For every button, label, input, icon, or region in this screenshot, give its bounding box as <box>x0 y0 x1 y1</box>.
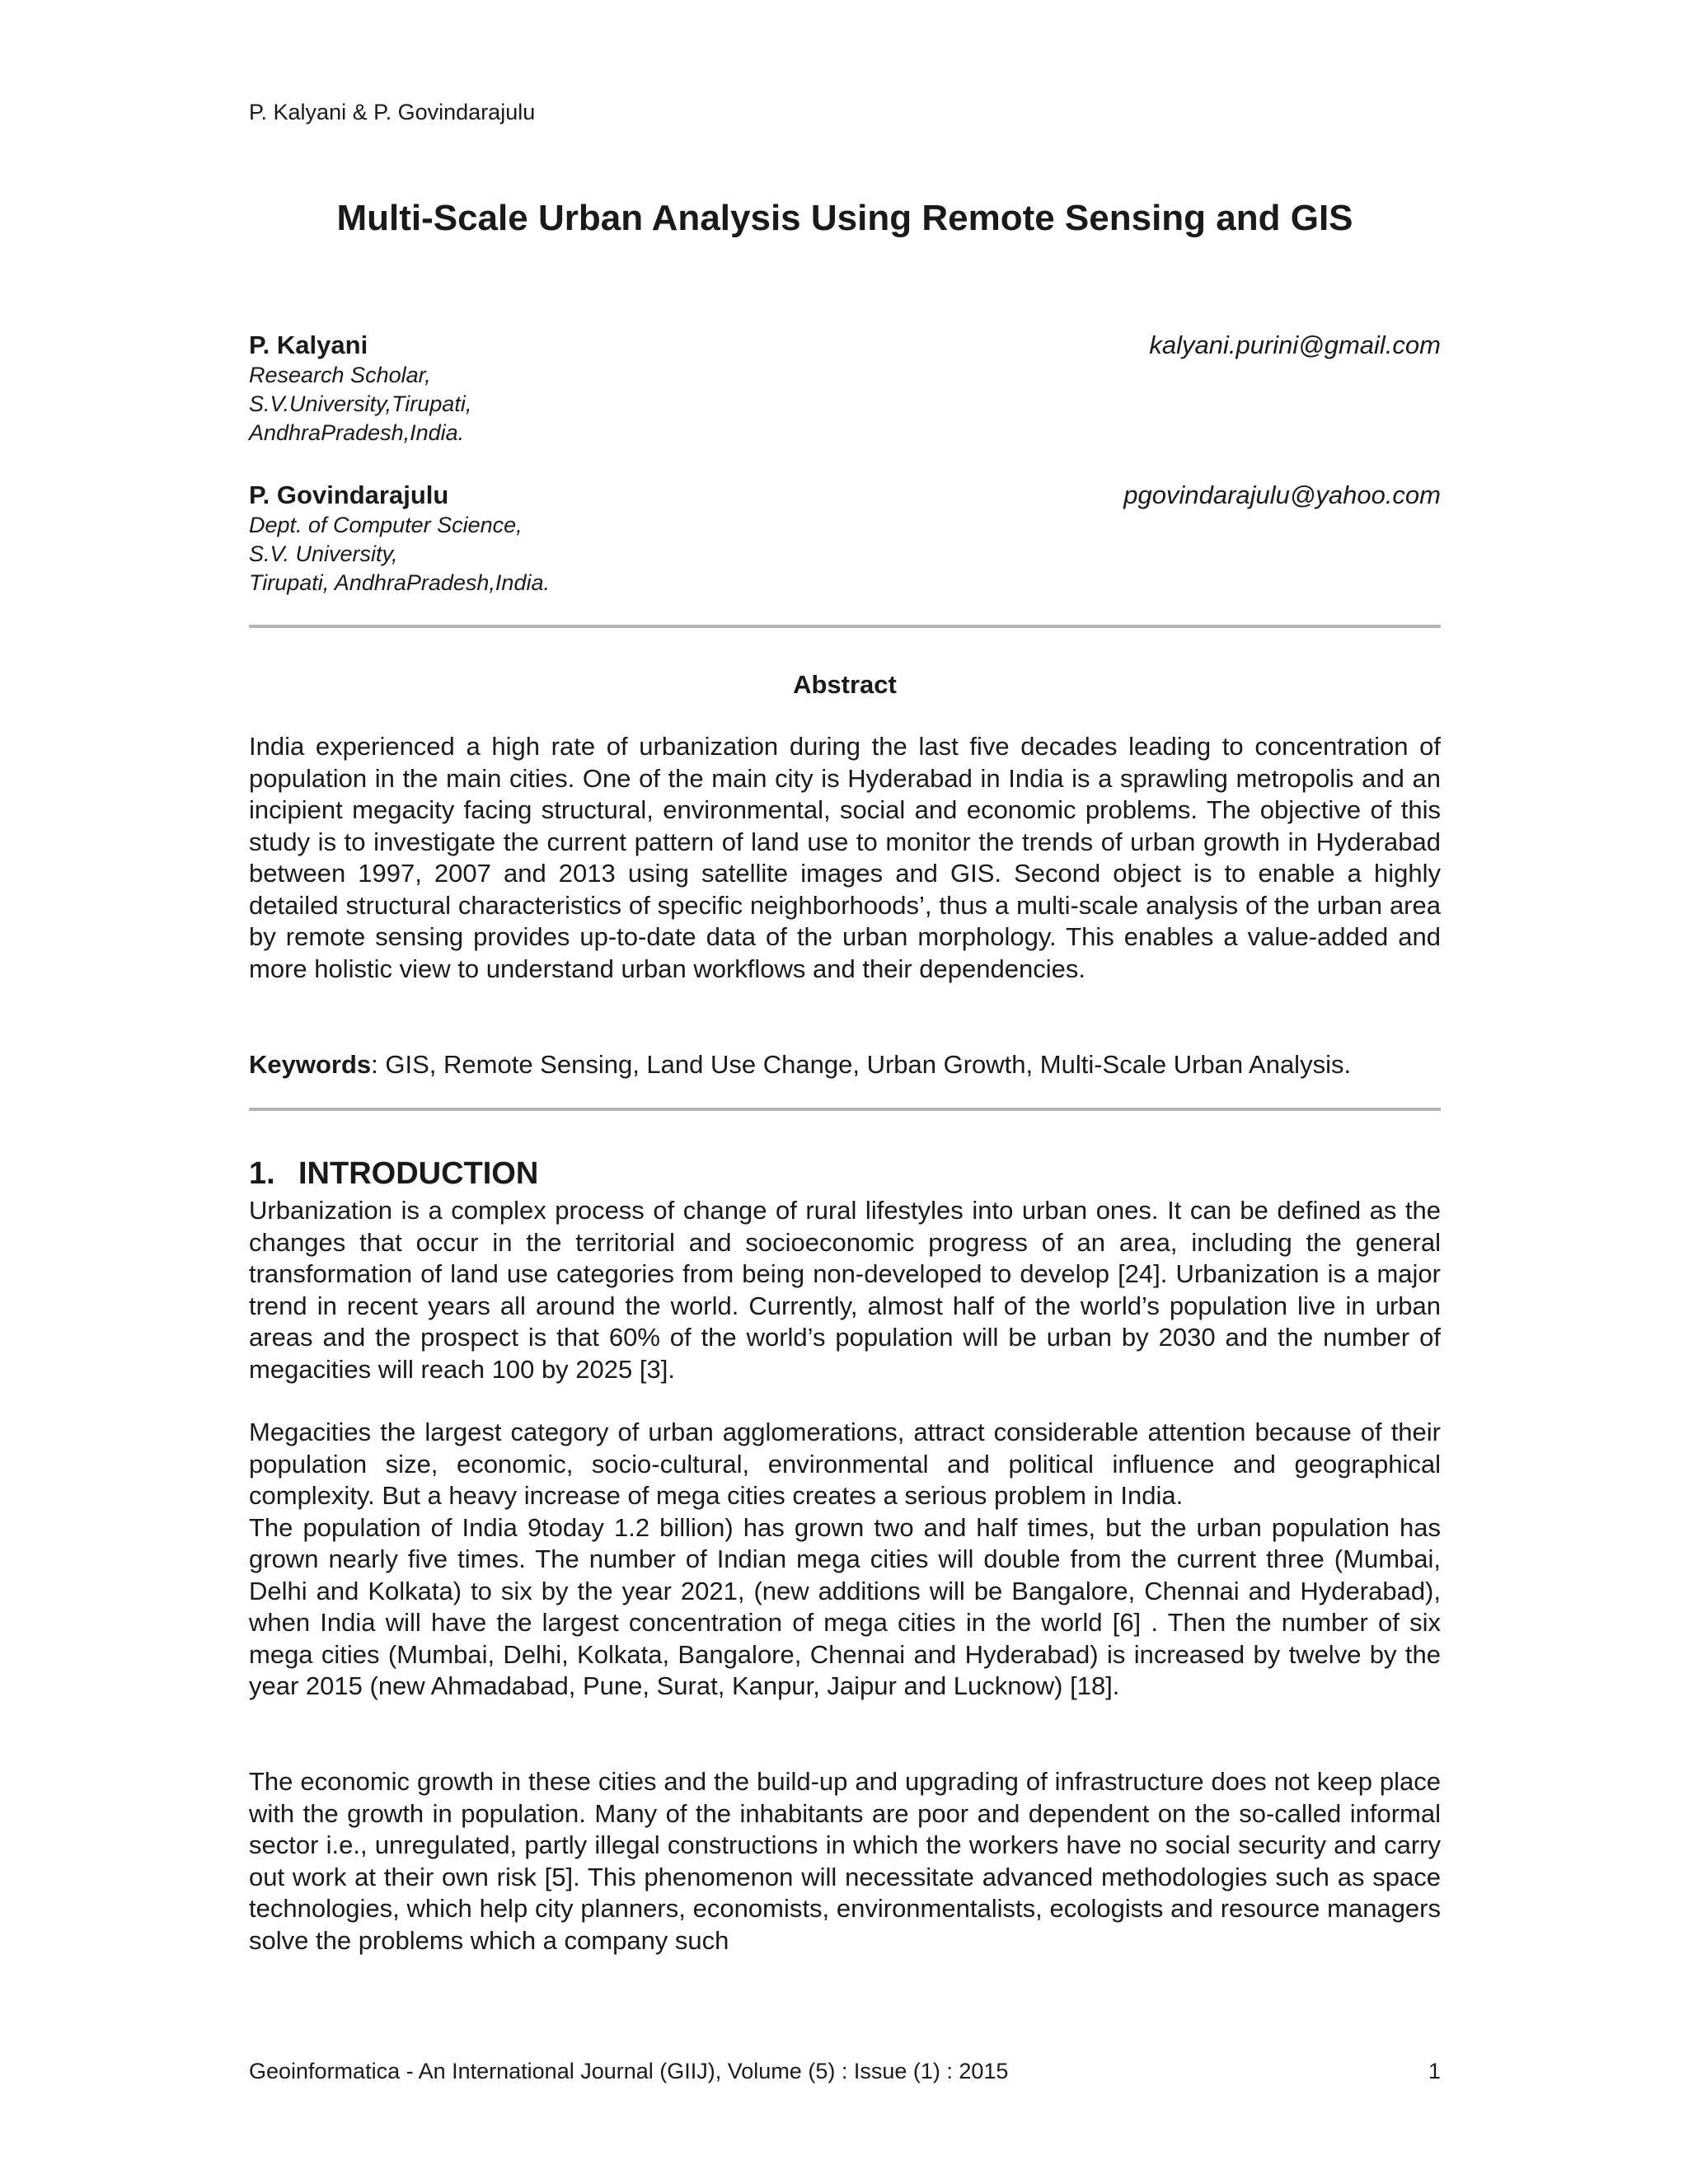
body-paragraph: Urbanization is a complex process of change of rural lifestyles into urban ones. It can be defined as the changes that occur in the territorial and socioeconomic progress of an area, including the general transformation of land use categories from being non-developed to develop [24]. Urbanization is a major trend in recent years all around the world. Currently, almost half of the world’s population live in urban areas and the prospect is that 60% of the world’s population will be urban by 2030 and the number of megacities will reach 100 by 2025 [3]. <box>249 1196 1441 1384</box>
author-affiliation-line: S.V.University,Tirupati, <box>249 391 472 416</box>
body-paragraph: The economic growth in these cities and the build-up and upgrading of infrastructure does not keep place with the growth in population. Many of the inhabitants are poor and dependent on the so-called informal sector i.e., unregulated, partly illegal constructions in which the workers have no social security and carry out work at their own risk [5]. This phenomenon will necessitate advanced methodologies such as space technologies, which help city planners, economists, environmentalists, ecologists and resource managers solve the problems which a company such <box>249 1767 1441 1955</box>
paper-title: Multi-Scale Urban Analysis Using Remote Sensing and GIS <box>336 198 1353 238</box>
divider-rule <box>249 625 1441 628</box>
body-paragraph: The population of India 9today 1.2 billion) has grown two and half times, but the urban population has grown nearly five times. The number of Indian mega cities will double from the current three (Mumbai, Delhi and Kolkata) to six by the year 2021, (new additions will be Bangalore, Chennai and Hyderabad), when India will have the largest concentration of mega cities in the world [6] . Then the number of six mega cities (Mumbai, Delhi, Kolkata, Bangalore, Chennai and Hyderabad) is increased by twelve by the year 2015 (new Ahmadabad, Pune, Surat, Kanpur, Jaipur and Lucknow) [18]. <box>249 1512 1441 1700</box>
page-number: 1 <box>1428 2059 1441 2083</box>
author-affiliation-line: Research Scholar, <box>249 363 431 387</box>
author-affiliation-line: AndhraPradesh,India. <box>249 420 465 445</box>
author-name: P. Govindarajulu <box>249 480 449 509</box>
running-head: P. Kalyani & P. Govindarajulu <box>249 100 536 124</box>
author-block <box>249 480 1441 598</box>
keywords-text: : GIS, Remote Sensing, Land Use Change, Urban Growth, Multi-Scale Urban Analysis. <box>371 1050 1352 1079</box>
author-affiliation-line: Dept. of Computer Science, <box>249 513 523 537</box>
page-footer <box>249 2058 1441 2084</box>
section-number: 1. <box>249 1156 275 1191</box>
paper-page <box>249 0 1441 2184</box>
body-paragraph: Megacities the largest category of urban agglomerations, attract considerable attention because of their population size, economic, socio-cultural, environmental and political influence and geographical complexity. But a heavy increase of mega cities creates a serious problem in India. <box>249 1418 1441 1510</box>
author-affiliation-line: Tirupati, AndhraPradesh,India. <box>249 570 550 595</box>
section-heading <box>249 1155 538 1192</box>
author-affiliation-line: S.V. University, <box>249 541 398 566</box>
footer-journal: Geoinformatica - An International Journal (GIIJ), Volume (5) : Issue (1) : 2015 <box>249 2059 1009 2083</box>
author-block <box>249 330 1441 448</box>
author-email: pgovindarajulu@yahoo.com <box>1123 480 1441 509</box>
divider-rule <box>249 1108 1441 1111</box>
author-name: P. Kalyani <box>249 330 368 359</box>
abstract-heading: Abstract <box>793 670 897 699</box>
author-email: kalyani.purini@gmail.com <box>1149 330 1441 359</box>
keywords <box>249 1049 1441 1081</box>
body-paragraph-group <box>249 1417 1441 1703</box>
keywords-label: Keywords <box>249 1050 372 1079</box>
section-title: INTRODUCTION <box>298 1156 539 1191</box>
abstract-text: India experienced a high rate of urbanization during the last five decades leading to concentration of population in the main cities. One of the main city is Hyderabad in India is a sprawling metropolis and an incipient megacity facing structural, environmental, social and economic problems. The objective of this study is to investigate the current pattern of land use to monitor the trends of urban growth in Hyderabad between 1997, 2007 and 2013 using satellite images and GIS. Second object is to enable a highly detailed structural characteristics of specific neighborhoods’, thus a multi-scale analysis of the urban area by remote sensing provides up-to-date data of the urban morphology. This enables a value-added and more holistic view to understand urban workflows and their dependencies. <box>249 732 1441 983</box>
